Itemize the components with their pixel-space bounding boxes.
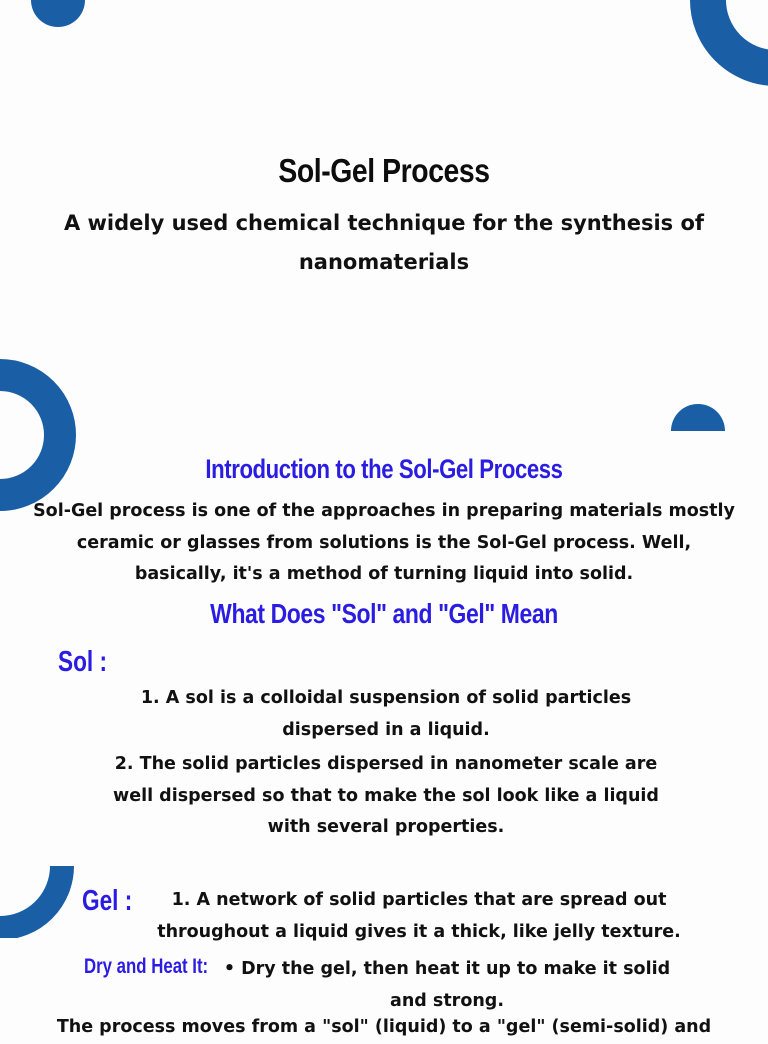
sol-point-2: 2. The solid particles dispersed in nanometer scale are well dispersed so that to make the sol look like a liquid with several properties. <box>113 754 659 837</box>
intro-paragraph: Sol-Gel process is one of the approaches in preparing materials mostly ceramic or glasses from solutions is the Sol-Gel process. Well, basically, it's a method of turning liquid into solid. <box>33 501 735 584</box>
meaning-heading: What Does "Sol" and "Gel" Mean <box>210 598 558 629</box>
process-summary-line: The process moves from a "sol" (liquid) to a "gel" (semi-solid) and <box>56 1017 712 1037</box>
top-right-ring-decoration <box>668 0 768 90</box>
sol-point-1: 1. A sol is a colloidal suspension of solid particles dispersed in a liquid. <box>140 688 632 740</box>
page-subtitle: A widely used chemical technique for the synthesis of nanomaterials <box>63 211 705 274</box>
page-title: Sol-Gel Process <box>278 152 490 189</box>
dry-heat-description: Dry the gel, then heat it up to make it solid and strong. <box>241 959 671 1011</box>
bullet-icon: • <box>223 959 236 979</box>
dry-heat-text <box>212 954 682 1017</box>
right-half-dot-decoration <box>660 395 740 435</box>
dry-heat-label: Dry and Heat It: <box>84 955 209 978</box>
gel-label: Gel : <box>82 885 133 917</box>
intro-heading: Introduction to the Sol-Gel Process <box>205 454 563 484</box>
sol-label: Sol : <box>58 646 108 678</box>
bottom-left-arc-decoration <box>0 858 80 938</box>
gel-point-1: 1. A network of solid particles that are spread out throughout a liquid gives it a thick, like jelly texture. <box>157 890 681 942</box>
top-left-dot-decoration <box>0 0 100 40</box>
